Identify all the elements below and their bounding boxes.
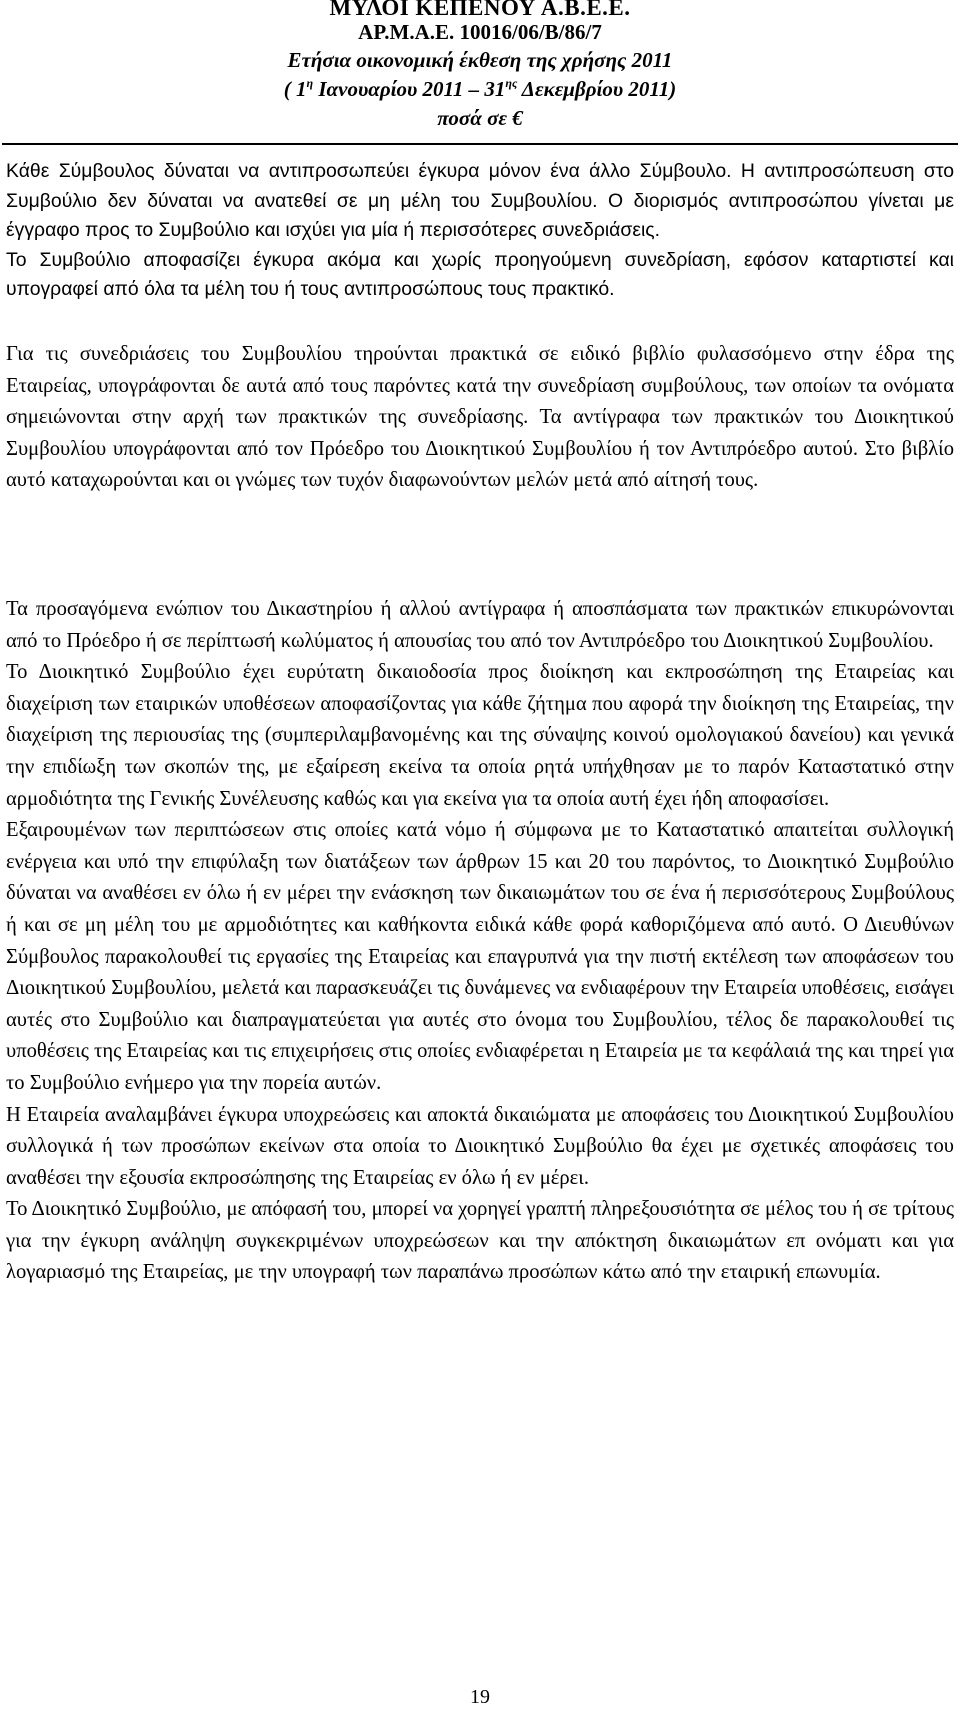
paragraph: Κάθε Σύμβουλος δύναται να αντιπροσωπεύει έγκυρα μόνον ένα άλλο Σύμβουλο. Η αντιπροσώπευση στο Συμβούλιο δεν δύναται να ανατεθεί σε μη μέλη του Συμβουλίου. Ο διορισμός αντιπροσώπου γίνεται με έγγραφο προς το Συμβούλιο και ισχύει για μία ή περισσότερες συνεδριάσεις.: [6, 160, 954, 241]
currency-note: ποσά σε €: [437, 106, 523, 130]
report-period: ( $1^\eta$ Ιανουαρίου $2011 - 31^{\eta\varsigma}$ Δεκεμβρίου 2011): [283, 76, 677, 101]
paragraph: Για τις συνεδριάσεις του Συμβουλίου τηρούνται πρακτικά σε ειδικό βιβλίο φυλασσόμενο στην έδρα της Εταιρείας, υπογράφονται δε αυτά από τους παρόντες κατά την συνεδρίαση συμβούλους, των οποίων τα ονόματα σημειώνονται στην αρχή των πρακτικών της συνεδρίασης. Τα αντίγραφα των πρακτικών του Διοικητικού Συμβουλίου υπογράφονται από τον Πρόεδρο του Διοικητικού Συμβουλίου ή τον Αντιπρόεδρο αυτού. Στο βιβλίο αυτό καταχωρούνται και οι γνώμες των τυχόν διαφωνούντων μελών μετά από αίτησή τους.: [6, 343, 954, 492]
report-title: Ετήσια οικονομική έκθεση της χρήσης 2011: [287, 48, 673, 72]
paragraph: Η Εταιρεία αναλαμβάνει έγκυρα υποχρεώσεις και αποκτά δικαιώματα με αποφάσεις του Διοικητικού Συμβουλίου συλλογικά ή των προσώπων εκείνων στα οποία το Διοικητικό Συμβούλιο θα έχει με σχετικές αποφάσεις του αναθέσει την εξουσία εκπροσώπησης της Εταιρείας εν όλω ή εν μέρει.: [6, 1103, 954, 1189]
body-section-minutes: [6, 339, 954, 497]
paragraph: Το Διοικητικό Συμβούλιο, με απόφασή του, μπορεί να χορηγεί γραπτή πληρεξουσιότητα σε μέλος του ή σε τρίτους για την έγκυρη ανάληψη συγκεκριμένων υποχρεώσεων και την απόκτηση δικαιωμάτων επ ονόματι και για λογαριασμό της Εταιρείας, με την υπογραφή των παραπάνω προσώπων κάτω από την εταιρική επωνυμία.: [6, 1198, 954, 1284]
paragraph: Το Συμβούλιο αποφασίζει έγκυρα ακόμα και χωρίς προηγούμενη συνεδρίαση, εφόσον καταρτιστεί και υπογραφεί από όλα τα μέλη του ή τους αντιπροσώπους τους πρακτικό.: [6, 248, 954, 300]
header-divider: [2, 143, 958, 145]
body-section-serif: [6, 594, 954, 1289]
paragraph: Εξαιρουμένων των περιπτώσεων στις οποίες κατά νόμο ή σύμφωνα με το Καταστατικό απαιτείται συλλογική ενέργεια και υπό την επιφύλαξη των διατάξεων των άρθρων 15 και 20 του παρόντος, το Διοικητικό Συμβούλιο δύναται να αναθέσει εν όλω ή εν μέρει την ενάσκηση των δικαιωμάτων του σε ένα ή περισσότερους Συμβούλους ή και σε μη μέλη του με αρμοδιότητες και καθήκοντα ειδικά κάθε φορά καθοριζόμενα από αυτό. Ο Διευθύνων Σύμβουλος παρακολουθεί τις εργασίες της Εταιρείας και επαγρυπνά για την πιστή εκτέλεση των αποφάσεων του Διοικητικού Συμβουλίου, μελετά και παρασκευάζει τις δυνάμενες να ενδιαφέρουν την Εταιρεία υποθέσεις, εισάγει αυτές στο Συμβούλιο και διαπραγματεύεται για αυτές στο όνομα του Συμβουλίου, τέλος δε παρακολουθεί τις υποθέσεις της Εταιρείας και τις επιχειρήσεις στις οποίες ενδιαφέρεται η Εταιρεία με τα κεφάλαιά της και τηρεί για το Συμβούλιο ενήμερο για την πορεία αυτών.: [6, 819, 954, 1094]
report-header: [0, 0, 960, 133]
paragraph: Το Διοικητικό Συμβούλιο έχει ευρύτατη δικαιοδοσία προς διοίκηση και εκπροσώπηση της Εταιρείας και διαχείριση των εταιρικών υποθέσεων αποφασίζοντας για κάθε ζήτημα που αφορά την διοίκηση της Εταιρείας, την διαχείριση της περιουσίας της (συμπεριλαμβανομένης και της σύναψης κοινού ομολογιακού δανείου) και γενικά την επιδίωξη των σκοπών της, με εξαίρεση εκείνα τα οποία ρητά υπήχθησαν με το παρόν Καταστατικό στην αρμοδιότητα της Γενικής Συνέλευσης καθώς και για εκείνα για τα οποία αυτή έχει ήδη αποφασίσει.: [6, 661, 954, 810]
company-name: ΜΥΛΟΙ ΚΕΠΕΝΟΥ Α.Β.Ε.Ε.: [329, 0, 631, 20]
registry-number: ΑΡ.Μ.Α.Ε. 10016/06/Β/86/7: [358, 20, 602, 44]
page-number: 19: [470, 1686, 490, 1708]
paragraph: Τα προσαγόμενα ενώπιον του Δικαστηρίου ή αλλού αντίγραφα ή αποσπάσματα των πρακτικών επικυρώνονται από το Πρόεδρο ή σε περίπτωσή κωλύματος ή απουσίας του από τον Αντιπρόεδρο του Διοικητικού Συμβουλίου.: [6, 598, 954, 652]
body-section-sans: [6, 157, 954, 305]
